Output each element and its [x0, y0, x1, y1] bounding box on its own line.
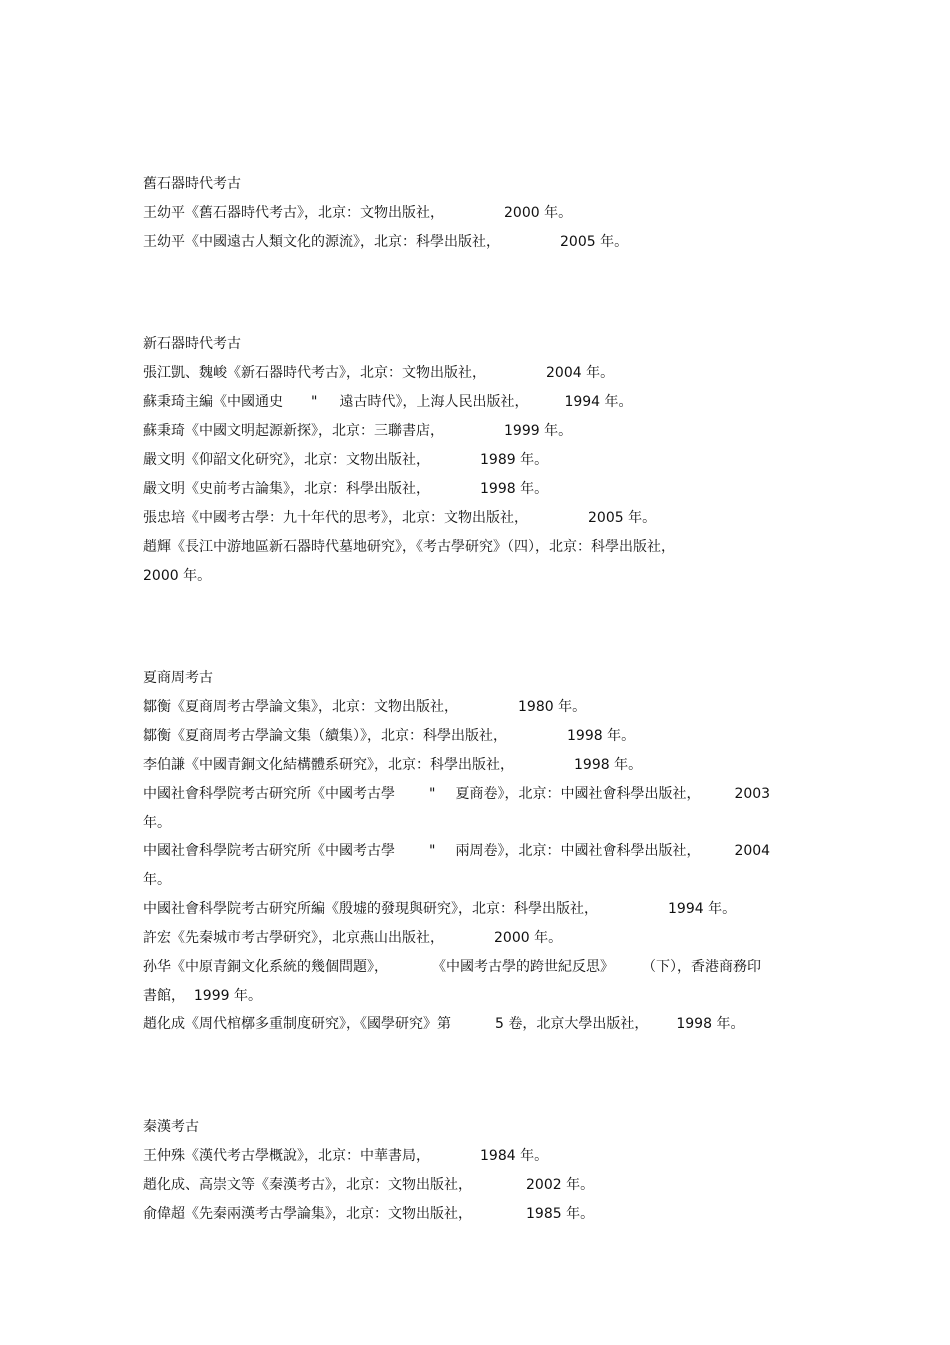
reference-entry: 中國社會科學院考古研究所《中國考古學 " 兩周卷》，北京：中國社會科學出版社， 2004: [143, 843, 771, 859]
reference-entry: 趙化成、高崇文等《秦漢考古》，北京：文物出版社， 2002 年。: [143, 1177, 595, 1193]
reference-entry: 嚴文明《仰韶文化研究》，北京：文物出版社， 1989 年。: [143, 452, 549, 468]
reference-entry: 嚴文明《史前考古論集》，北京：科學出版社， 1998 年。: [143, 481, 549, 497]
reference-entry-continuation: 年。: [143, 815, 171, 831]
reference-entry: 蘇秉琦主編《中國通史 " 遠古時代》，上海人民出版社， 1994 年。: [143, 394, 633, 410]
reference-entry: 俞偉超《先秦兩漢考古學論集》，北京：文物出版社， 1985 年。: [143, 1206, 595, 1222]
reference-entry-continuation: 2000 年。: [143, 568, 212, 584]
reference-entry: 李伯謙《中國青銅文化結構體系研究》，北京：科學出版社， 1998 年。: [143, 757, 643, 773]
reference-entry: 王幼平《舊石器時代考古》，北京：文物出版社， 2000 年。: [143, 205, 573, 221]
reference-entry: 許宏《先秦城市考古學研究》，北京燕山出版社， 2000 年。: [143, 930, 563, 946]
reference-entry-continuation: 年。: [143, 872, 171, 888]
reference-entry: 鄒衡《夏商周考古學論文集》，北京：文物出版社， 1980 年。: [143, 699, 587, 715]
reference-entry: 中國社會科學院考古研究所編《殷墟的發現與研究》，北京：科學出版社， 1994 年。: [143, 901, 737, 917]
section-heading: 新石器時代考古: [143, 336, 241, 352]
reference-entry: 鄒衡《夏商周考古學論文集（續集）》，北京：科學出版社， 1998 年。: [143, 728, 636, 744]
section-heading: 夏商周考古: [143, 670, 213, 686]
section-heading: 舊石器時代考古: [143, 176, 241, 192]
reference-entry: 孙华《中原青銅文化系統的幾個問題》， 《中國考古學的跨世紀反思》 （下），香港商務印: [143, 959, 761, 975]
reference-entry: 趙輝《長江中游地區新石器時代墓地研究》，《考古學研究》（四），北京：科學出版社，: [143, 539, 675, 555]
reference-entry: 蘇秉琦《中國文明起源新探》，北京：三聯書店， 1999 年。: [143, 423, 573, 439]
reference-entry: 中國社會科學院考古研究所《中國考古學 " 夏商卷》，北京：中國社會科學出版社， 2003: [143, 786, 771, 802]
reference-entry: 趙化成《周代棺槨多重制度研究》，《國學研究》第 5 卷，北京大學出版社， 1998 年。: [143, 1016, 745, 1032]
reference-entry: 張江凱、魏峻《新石器時代考古》，北京：文物出版社， 2004 年。: [143, 365, 615, 381]
reference-entry: 王仲殊《漢代考古學概說》，北京：中華書局， 1984 年。: [143, 1148, 549, 1164]
reference-entry: 王幼平《中國遠古人類文化的源流》，北京：科學出版社， 2005 年。: [143, 234, 629, 250]
section-heading: 秦漢考古: [143, 1119, 199, 1135]
reference-entry: 張忠培《中國考古學：九十年代的思考》，北京：文物出版社， 2005 年。: [143, 510, 657, 526]
reference-entry-continuation: 書館， 1999 年。: [143, 988, 262, 1004]
